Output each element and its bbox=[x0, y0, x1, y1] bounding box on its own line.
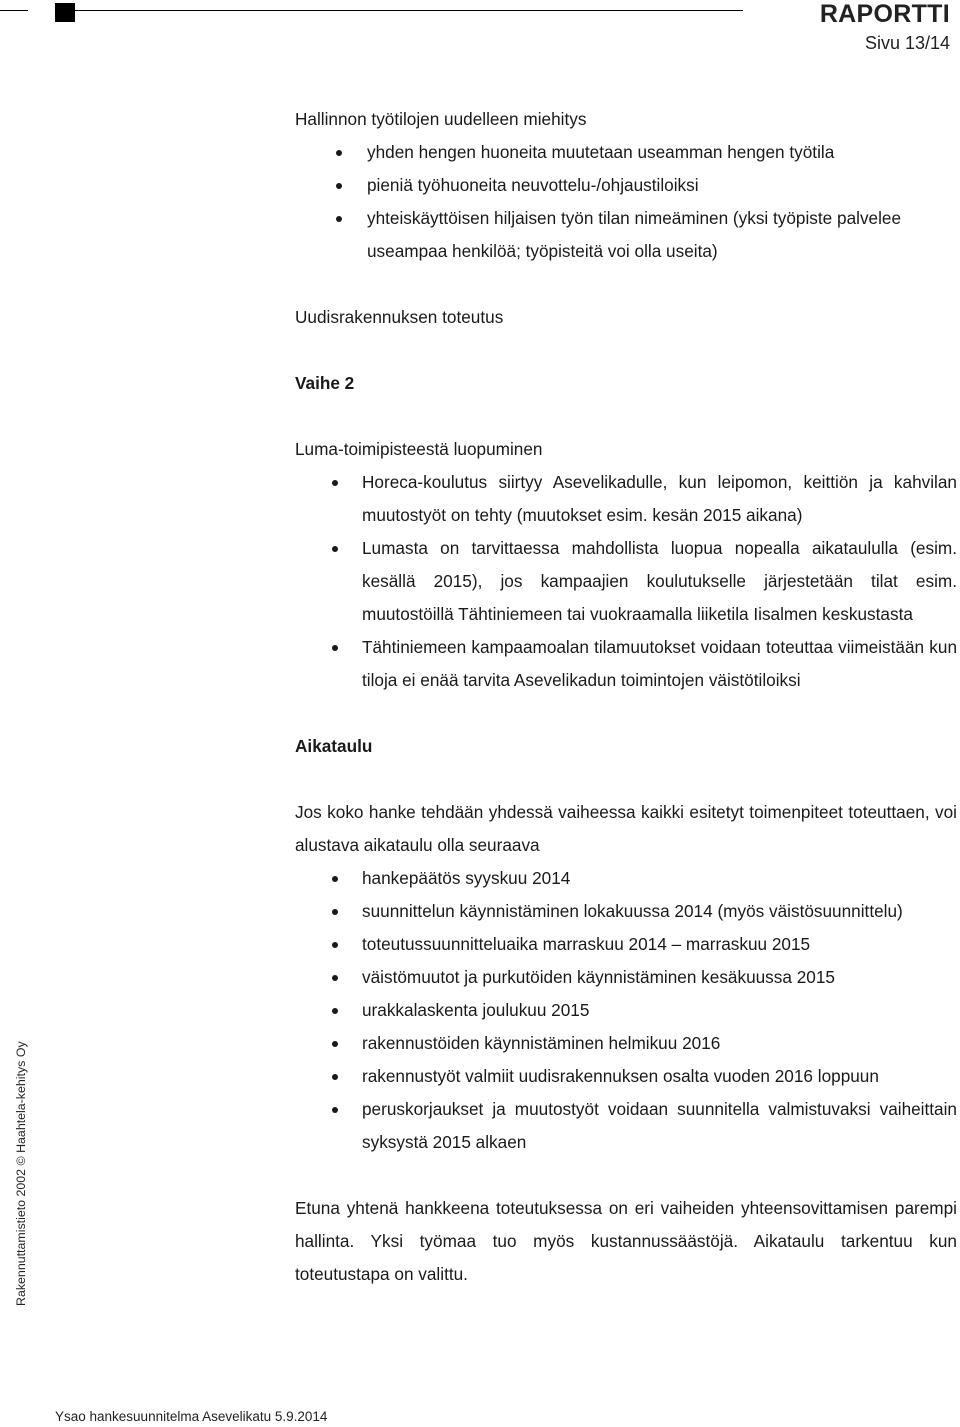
list-item bbox=[295, 532, 957, 631]
bullet-icon bbox=[332, 480, 338, 486]
list-item-text: rakennustöiden käynnistäminen helmikuu 2016 bbox=[362, 1033, 721, 1053]
header-rule bbox=[75, 10, 743, 11]
luma-list bbox=[295, 466, 957, 697]
list-item bbox=[295, 961, 957, 994]
list-item-text: Horeca-koulutus siirtyy Asevelikadulle, kun leipomon, keittiön ja kahvilan muutostyöt on tehty (muutokset esim. kesän 2015 aikana) bbox=[362, 472, 957, 525]
heading-luma: Luma-toimipisteestä luopuminen bbox=[295, 439, 543, 459]
bullet-icon bbox=[336, 150, 342, 156]
bullet-icon bbox=[332, 1074, 338, 1080]
list-item-text: Tähtiniemeen kampaamoalan tilamuutokset voidaan toteuttaa viimeistään kun tiloja ei enää tarvita Asevelikadun toimintojen väistötiloiksi bbox=[362, 637, 957, 690]
list-item bbox=[295, 862, 957, 895]
bullet-icon bbox=[332, 942, 338, 948]
page-number: Sivu 13/14 bbox=[864, 33, 950, 53]
closing-paragraph: Etuna yhtenä hankkeena toteutuksessa on eri vaiheiden yhteensovittamisen parempi hallinta. Yksi työmaa tuo myös kustannussäästöjä. Aikataulu tarkentuu kun toteutustapa on valittu. bbox=[295, 1198, 957, 1284]
list-item-text: Lumasta on tarvittaessa mahdollista luopua nopealla aikataululla (esim. kesällä 2015), jos kampaajien koulutukselle järjestetään tilat esim. muutostöillä Tähtiniemeen tai vuokraamalla liiketila Iisalmen keskustasta bbox=[362, 538, 957, 624]
header-rule-left bbox=[0, 10, 28, 11]
schedule-intro: Jos koko hanke tehdään yhdessä vaiheessa kaikki esitetyt toimenpiteet toteuttaen, voi alustava aikataulu olla seuraava bbox=[295, 802, 957, 855]
list-item-text: peruskorjaukset ja muutostyöt voidaan suunnitella valmistuvaksi vaiheittain syksystä 2015 alkaen bbox=[362, 1099, 957, 1152]
footer-text: Ysao hankesuunnitelma Asevelikatu 5.9.2014 bbox=[55, 1409, 328, 1424]
list-item-text: pieniä työhuoneita neuvottelu-/ohjaustiloiksi bbox=[367, 175, 699, 195]
list-item bbox=[295, 895, 957, 928]
schedule-list bbox=[295, 862, 957, 1159]
list-item bbox=[295, 202, 957, 268]
list-item bbox=[295, 466, 957, 532]
bullet-icon bbox=[332, 1008, 338, 1014]
list-item-text: hankepäätös syyskuu 2014 bbox=[362, 868, 571, 888]
list-item-text: suunnittelun käynnistäminen lokakuussa 2014 (myös väistösuunnittelu) bbox=[362, 901, 903, 921]
report-title: RAPORTTI bbox=[819, 0, 950, 28]
heading-schedule: Aikataulu bbox=[295, 736, 373, 756]
heading-workspaces: Hallinnon työtilojen uudelleen miehitys bbox=[295, 109, 587, 129]
list-item bbox=[295, 1060, 957, 1093]
list-item-text: urakkalaskenta joulukuu 2015 bbox=[362, 1000, 590, 1020]
list-item bbox=[295, 631, 957, 697]
bullet-icon bbox=[332, 645, 338, 651]
list-item bbox=[295, 169, 957, 202]
list-item-text: toteutussuunnitteluaika marraskuu 2014 – marraskuu 2015 bbox=[362, 934, 811, 954]
bullet-icon bbox=[332, 876, 338, 882]
bullet-icon bbox=[336, 216, 342, 222]
list-item bbox=[295, 994, 957, 1027]
header-square bbox=[55, 3, 75, 22]
bullet-icon bbox=[332, 909, 338, 915]
copyright-sidebar: Rakennuttamistieto 2002 © Haahtela-kehitys Oy bbox=[14, 1041, 28, 1306]
list-item bbox=[295, 1027, 957, 1060]
list-item-text: rakennustyöt valmiit uudisrakennuksen osalta vuoden 2016 loppuun bbox=[362, 1066, 879, 1086]
workspace-list bbox=[295, 136, 957, 268]
heading-phase2: Vaihe 2 bbox=[295, 373, 355, 393]
bullet-icon bbox=[336, 183, 342, 189]
bullet-icon bbox=[332, 975, 338, 981]
bullet-icon bbox=[332, 546, 338, 552]
list-item bbox=[295, 1093, 957, 1159]
list-item-text: yhteiskäyttöisen hiljaisen työn tilan nimeäminen (yksi työpiste palvelee useampaa henkilöä; työpisteitä voi olla useita) bbox=[367, 208, 902, 261]
list-item bbox=[295, 928, 957, 961]
bullet-icon bbox=[332, 1107, 338, 1113]
document-body bbox=[295, 103, 957, 1291]
list-item-text: yhden hengen huoneita muutetaan useamman hengen työtila bbox=[367, 142, 835, 162]
heading-newbuild: Uudisrakennuksen toteutus bbox=[295, 307, 504, 327]
list-item bbox=[295, 136, 957, 169]
list-item-text: väistömuutot ja purkutöiden käynnistäminen kesäkuussa 2015 bbox=[362, 967, 835, 987]
bullet-icon bbox=[332, 1041, 338, 1047]
